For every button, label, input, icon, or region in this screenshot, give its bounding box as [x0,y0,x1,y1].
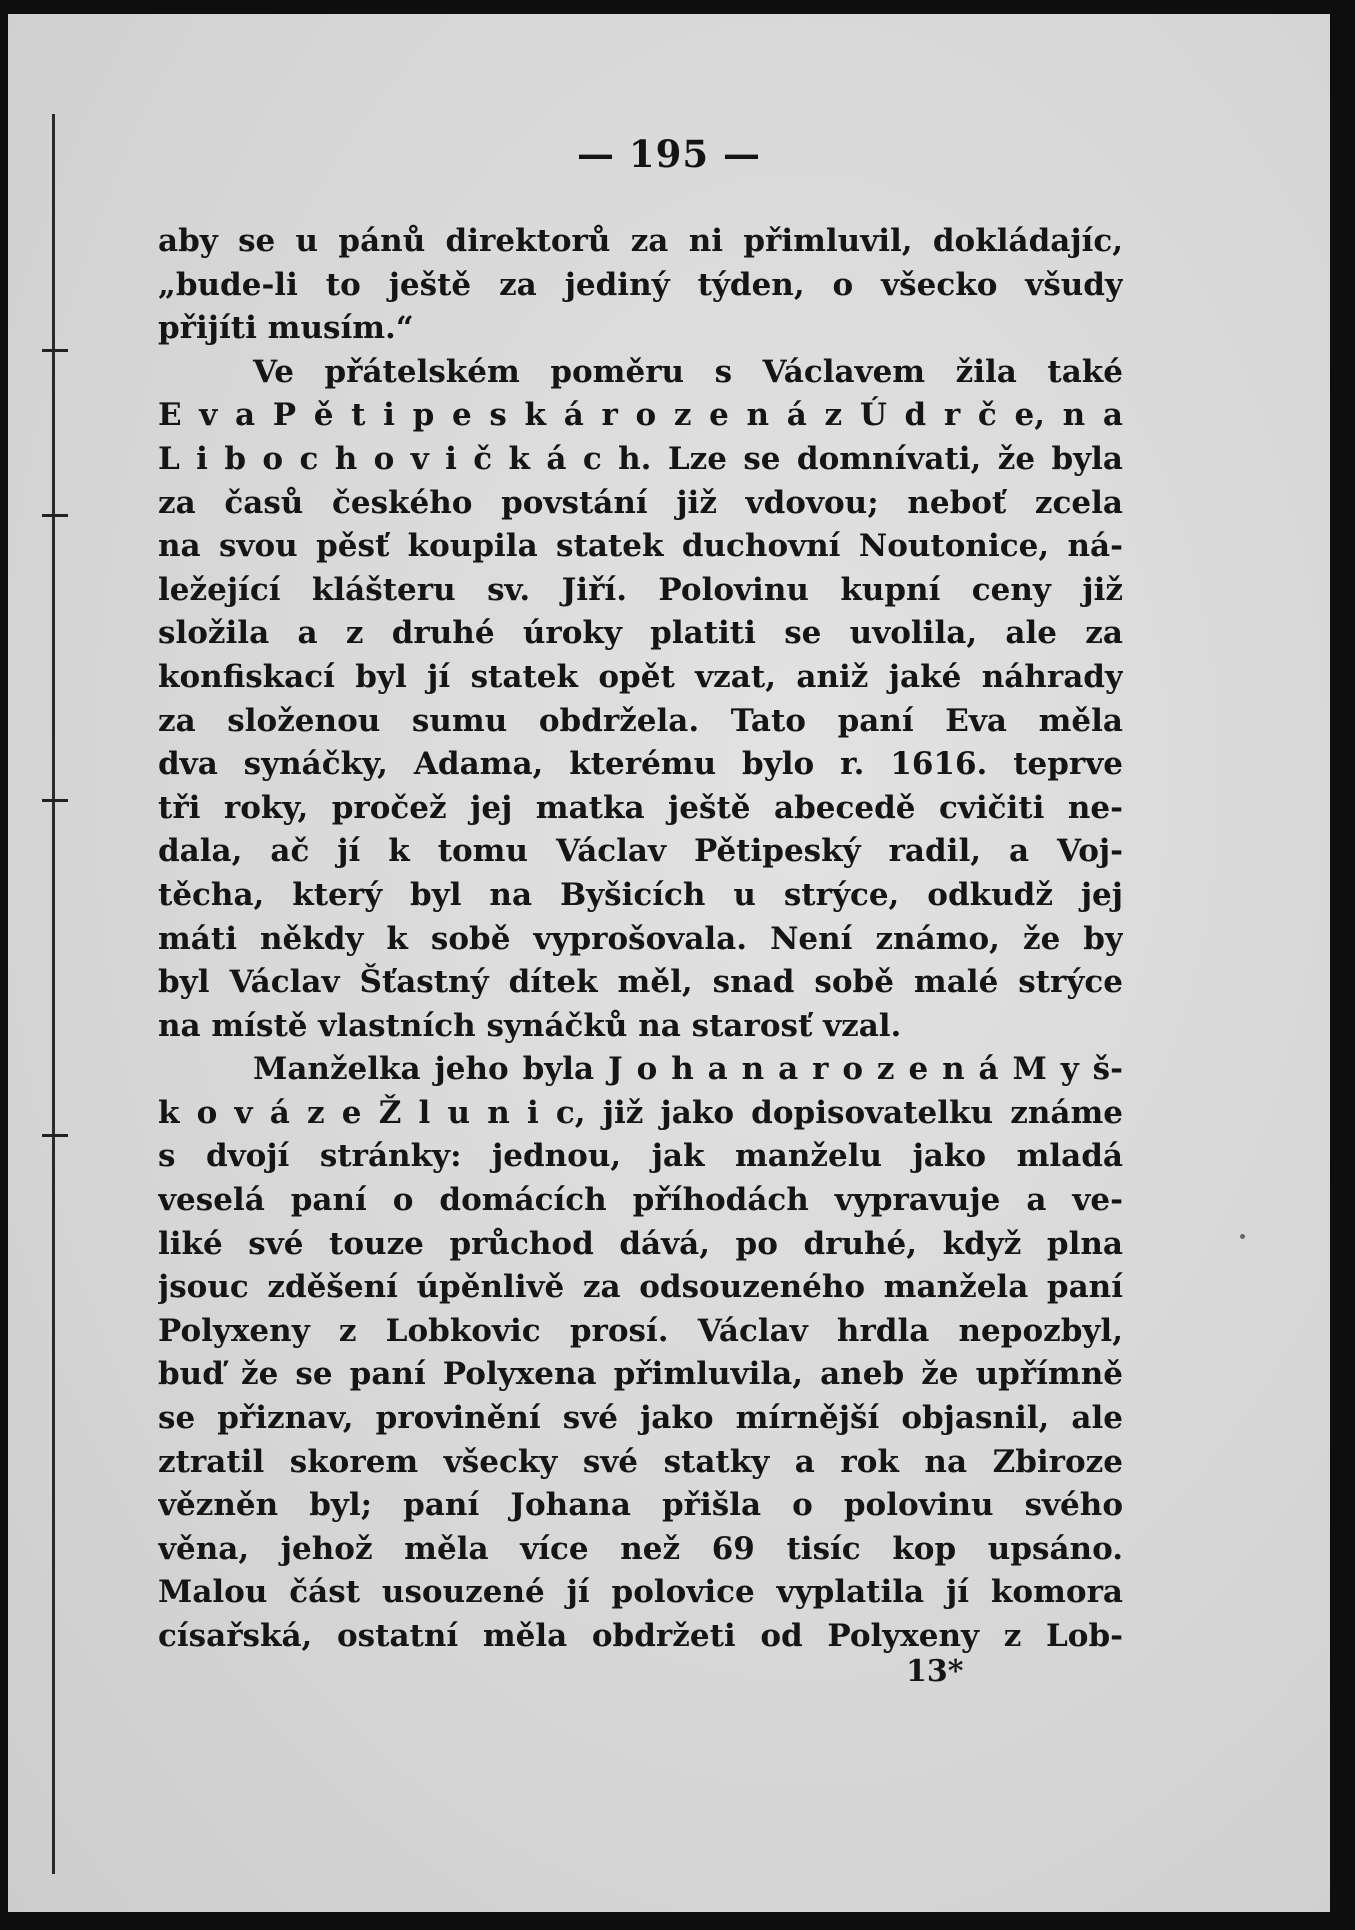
text-line: buď že se paní Polyxena přimluvila, aneb že upřímně [158,1356,1123,1393]
text-line: E v a P ě t i p e s k á r o z e n á z Ú d r č e, n a [158,397,1123,434]
paper-speck [1240,1234,1245,1239]
binding-edge [52,114,55,1874]
text-line: s dvojí stránky: jednou, jak manželu jako mladá [158,1138,1123,1175]
text-line: aby se u pánů direktorů za ni přimluvil, dokládajíc, [158,223,1123,259]
text-line: „bude-li to ještě za jediný týden, o všecko všudy [158,266,1123,303]
text-line: přijíti musím.“ [158,310,414,347]
text-line: veselá paní o domácích příhodách vypravuje a ve- [158,1182,1123,1219]
text-line: na místě vlastních synáčků na starosť vzal. [158,1007,902,1044]
text-line: L i b o c h o v i č k á c h. Lze se domnívati, že byla [158,440,1123,477]
text-line: na svou pěsť koupila statek duchovní Noutonice, ná- [158,528,1123,565]
text-line: ztratil skorem všecky své statky a rok na Zbiroze [158,1443,1123,1480]
text-line: ležející klášteru sv. Jiří. Polovinu kupní ceny již [158,571,1123,608]
text-line: císařská, ostatní měla obdržeti od Polyxeny z Lob- [158,1618,1123,1654]
text-line: Malou část usouzené jí polovice vyplatila jí komora [158,1574,1123,1611]
margin-mark [42,799,68,802]
text-line: vězněn byl; paní Johana přišla o polovinu svého [158,1487,1123,1524]
text-line: Ve přátelském poměru s Václavem žila také [253,353,1123,390]
body-text [158,220,1123,1659]
page-number: — 195 — [577,132,761,176]
text-line: konfiskací byl jí statek opět vzat, aniž jaké náhrady [158,658,1123,695]
margin-mark [42,514,68,517]
text-line: Polyxeny z Lobkovic prosí. Václav hrdla nepozbyl, [158,1312,1123,1349]
signature-mark: 13* [906,1654,964,1689]
text-line: k o v á z e Ž l u n i c, již jako dopisovatelku známe [158,1094,1123,1131]
text-line: liké své touze průchod dává, po druhé, když plna [158,1225,1123,1262]
text-line: složila a z druhé úroky platiti se uvolila, ale za [158,615,1123,652]
text-line: jsouc zděšení úpěnlivě za odsouzeného manžela paní [158,1269,1123,1306]
text-line: se přiznav, provinění své jako mírnější objasnil, ale [158,1400,1123,1437]
text-line: věna, jehož měla více než 69 tisíc kop upsáno. [158,1530,1123,1567]
text-line: dala, ač jí k tomu Václav Pětipeský radil, a Voj- [158,833,1123,870]
text-line: tři roky, pročež jej matka ještě abecedě cvičiti ne- [158,789,1123,826]
margin-mark [42,349,68,352]
text-line: za složenou sumu obdržela. Tato paní Eva měla [158,702,1123,739]
text-line: za časů českého povstání již vdovou; neboť zcela [158,484,1123,521]
text-line: máti někdy k sobě vyprošovala. Není známo, že by [158,920,1123,957]
text-line: Manželka jeho byla J o h a n a r o z e n á M y š- [253,1051,1123,1088]
margin-mark [42,1134,68,1137]
book-page [8,14,1330,1912]
text-line: těcha, který byl na Byšicích u strýce, odkudž jej [158,876,1123,913]
text-line: byl Václav Šťastný dítek měl, snad sobě malé strýce [158,964,1123,1001]
text-line: dva synáčky, Adama, kterému bylo r. 1616. teprve [158,746,1123,783]
